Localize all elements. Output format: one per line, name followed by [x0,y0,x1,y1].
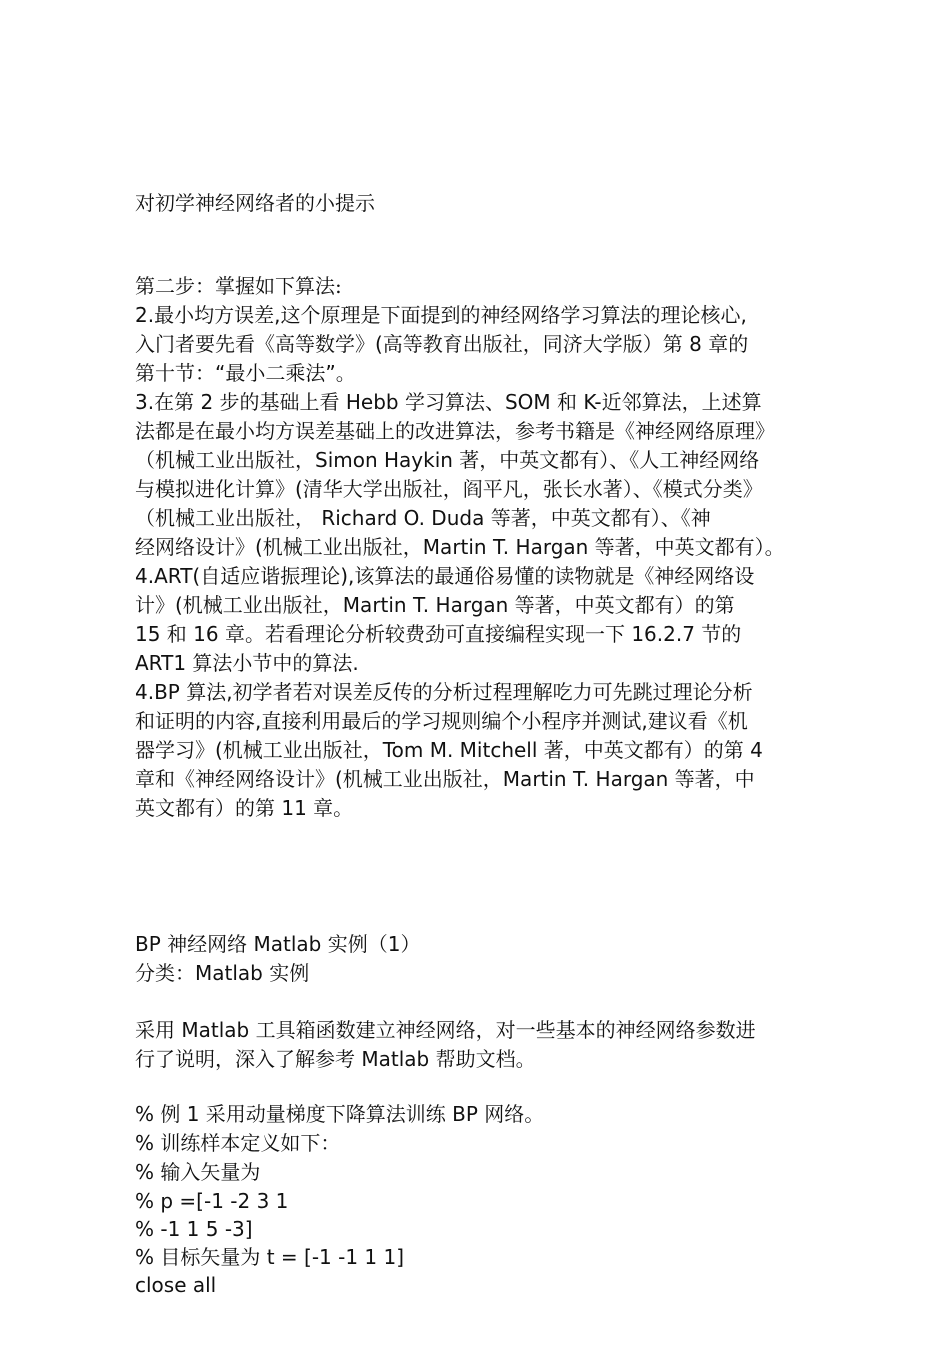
code-line: % -1 1 5 -3] [135,1217,253,1241]
paragraph-line: 入门者要先看《高等数学》(高等教育出版社，同济大学版）第 8 章的 [135,332,749,356]
paragraph-line: 英文都有）的第 11 章。 [135,796,354,820]
paragraph-line: 器学习》(机械工业出版社，Tom M. Mitchell 著，中英文都有）的第 4 [135,738,763,762]
paragraph-line: 2.最小均方误差,这个原理是下面提到的神经网络学习算法的理论核心, [135,303,747,327]
category-label: 分类：Matlab 实例 [135,961,310,985]
paragraph-line: 与模拟进化计算》(清华大学出版社，阎平凡，张长水著）、《模式分类》 [135,477,763,501]
paragraph-line: 第十节：“最小二乘法”。 [135,361,356,385]
paragraph-line: 计》(机械工业出版社，Martin T. Hargan 等著，中英文都有）的第 [135,593,735,617]
paragraph-line: 章和《神经网络设计》(机械工业出版社，Martin T. Hargan 等著，中 [135,767,755,791]
paragraph-line: 和证明的内容,直接利用最后的学习规则编个小程序并测试,建议看《机 [135,709,748,733]
paragraph-line: 3.在第 2 步的基础上看 Hebb 学习算法、SOM 和 K-近邻算法，上述算 [135,390,762,414]
paragraph-line: ART1 算法小节中的算法. [135,651,359,675]
paragraph-line: 经网络设计》(机械工业出版社，Martin T. Hargan 等著，中英文都有）。 [135,535,785,559]
paragraph-line: 15 和 16 章。若看理论分析较费劲可直接编程实现一下 16.2.7 节的 [135,622,742,646]
section-title: BP 神经网络 Matlab 实例（1） [135,932,421,956]
code-line: % 例 1 采用动量梯度下降算法训练 BP 网络。 [135,1102,545,1126]
code-line: % 训练样本定义如下： [135,1131,341,1155]
code-line: % 输入矢量为 [135,1160,261,1184]
paragraph-line: （机械工业出版社， Richard O. Duda 等著，中英文都有）、《神 [135,506,711,530]
paragraph-line: 4.ART(自适应谐振理论),该算法的最通俗易懂的读物就是《神经网络设 [135,564,755,588]
step2-heading: 第二步：掌握如下算法: [135,274,342,298]
intro-line: 采用 Matlab 工具箱函数建立神经网络，对一些基本的神经网络参数进 [135,1018,756,1042]
intro-line: 行了说明，深入了解参考 Matlab 帮助文档。 [135,1047,536,1071]
paragraph-line: 法都是在最小均方误差基础上的改进算法，参考书籍是《神经网络原理》 [135,419,775,443]
paragraph-line: 4.BP 算法,初学者若对误差反传的分析过程理解吃力可先跳过理论分析 [135,680,753,704]
paragraph-line: （机械工业出版社，Simon Haykin 著，中英文都有）、《人工神经网络 [135,448,760,472]
code-line: % 目标矢量为 t = [-1 -1 1 1] [135,1245,405,1269]
document-title: 对初学神经网络者的小提示 [135,191,375,215]
code-line: close all [135,1273,217,1297]
code-line: % p =[-1 -2 3 1 [135,1189,289,1213]
